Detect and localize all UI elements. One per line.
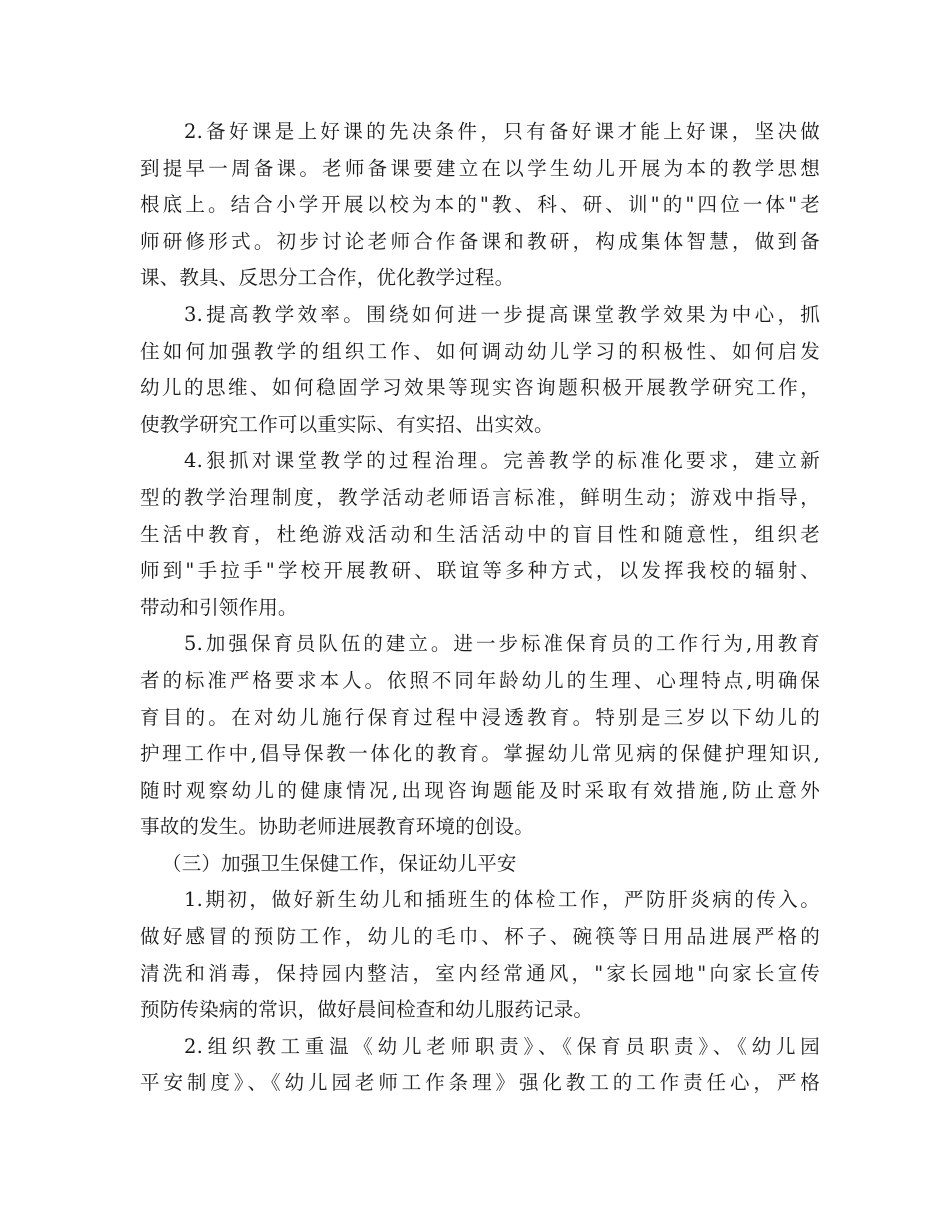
- paragraph-3-line-1: 3.提高教学效率。围绕如何进一步提高课堂教学效果为中心，抓: [184, 302, 820, 326]
- paragraph-4-line-4: 师到"手拉手"学校开展教研、联谊等多种方式，以发挥我校的辐射、: [140, 559, 820, 583]
- paragraph-3-line-2: 住如何加强教学的组织工作、如何调动幼儿学习的积极性、如何启发: [140, 339, 820, 363]
- paragraph-5-line-2: 者的标准严格要求本人。依照不同年龄幼儿的生理、心理特点,明确保: [140, 668, 820, 692]
- paragraph-2-line-3: 根底上。结合小学开展以校为本的"教、科、研、训"的"四位一体"老: [140, 193, 820, 217]
- health-paragraph-1-line-3: 清洗和消毒，保持园内整洁，室内经常通风，"家长园地"向家长宣传: [140, 961, 820, 985]
- paragraph-2-line-5: 课、教具、反思分工合作，优化教学过程。: [140, 266, 515, 290]
- paragraph-3-line-4: 使教学研究工作可以重实际、有实招、出实效。: [140, 412, 554, 436]
- paragraph-5-line-3: 育目的。在对幼儿施行保育过程中浸透教育。特别是三岁以下幼儿的: [140, 705, 820, 729]
- paragraph-5-line-1: 5.加强保育员队伍的建立。进一步标准保育员的工作行为,用教育: [184, 632, 820, 656]
- paragraph-2-line-4: 师研修形式。初步讨论老师合作备课和教研，构成集体智慧，做到备: [140, 229, 820, 253]
- paragraph-4-line-3: 生活中教育，杜绝游戏活动和生活活动中的盲目性和随意性，组织老: [140, 522, 820, 546]
- health-paragraph-2-line-2: 平安制度》、《幼儿园老师工作条理》强化教工的工作责任心，严格: [140, 1071, 820, 1095]
- paragraph-2-line-1: 2.备好课是上好课的先决条件，只有备好课才能上好课，坚决做: [184, 120, 820, 143]
- health-paragraph-1-line-1: 1.期初，做好新生幼儿和插班生的体检工作，严防肝炎病的传入。: [184, 888, 820, 912]
- paragraph-4-line-5: 带动和引领作用。: [140, 595, 298, 619]
- health-paragraph-1-line-4: 预防传染病的常识，做好晨间检查和幼儿服药记录。: [140, 998, 594, 1022]
- document-body: [140, 114, 820, 1102]
- paragraph-2-line-2: 到提早一周备课。老师备课要建立在以学生幼儿开展为本的教学思想: [140, 156, 820, 180]
- paragraph-5-line-4: 护理工作中,倡导保教一体化的教育。掌握幼儿常见病的保健护理知识,: [140, 742, 820, 766]
- paragraph-3-line-3: 幼儿的思维、如何稳固学习效果等现实咨询题积极开展教学研究工作，: [140, 376, 820, 400]
- health-paragraph-1-line-2: 做好感冒的预防工作，幼儿的毛巾、杯子、碗筷等日用品进展严格的: [140, 925, 820, 949]
- section-heading: （三）加强卫生保健工作，保证幼儿平安: [162, 851, 517, 875]
- paragraph-5-line-6: 事故的发生。协助老师进展教育环境的创设。: [140, 815, 535, 839]
- paragraph-4-line-1: 4.狠抓对课堂教学的过程治理。完善教学的标准化要求，建立新: [184, 449, 820, 473]
- paragraph-5-line-5: 随时观察幼儿的健康情况,出现咨询题能及时采取有效措施,防止意外: [140, 778, 820, 802]
- health-paragraph-2-line-1: 2.组织教工重温《幼儿老师职责》、《保育员职责》、《幼儿园: [184, 1034, 820, 1058]
- paragraph-4-line-2: 型的教学治理制度，教学活动老师语言标准，鲜明生动；游戏中指导，: [140, 485, 820, 509]
